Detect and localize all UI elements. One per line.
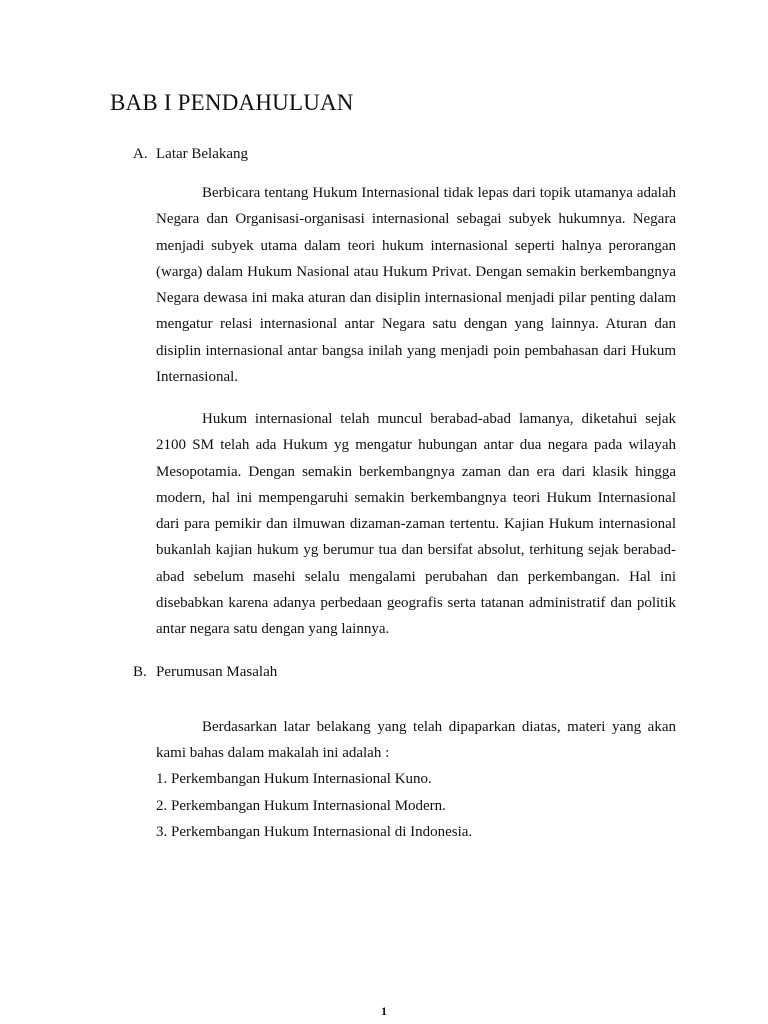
section-marker: B. [133,664,147,680]
problem-list [156,766,472,846]
list-item: 2. Perkembangan Hukum Internasional Modern. [156,797,446,814]
paragraph: Hukum internasional telah muncul berabad-abad lamanya, diketahui sejak 2100 SM telah ada Hukum yg mengatur hubungan antar dua negara pada wilayah Mesopotamia. Dengan semakin berkembangnya zaman dan era dari klasik hingga modern, hal ini mempengaruhi semakin berkembangnya teori Hukum Internasional dari para pemikir dan ilmuwan dizaman-zaman tertentu. Kajian Hukum internasional bukanlah kajian hukum yg berumur tua dan bersifat absolut, terhitung sejak berabad-abad sebelum masehi selalu mengalami perubahan dan perkembangan. Hal ini disebabkan karena adanya perbedaan geografis serta tatanan administratif dan politik antar negara satu dengan yang lainnya. [156,411,676,638]
section-title: Perumusan Masalah [156,664,278,680]
section-heading-perumusan-masalah [133,664,277,681]
section-heading-latar-belakang [133,146,248,163]
list-item: 3. Perkembangan Hukum Internasional di Indonesia. [156,824,473,840]
section-title: Latar Belakang [156,146,249,162]
list-item: 1. Perkembangan Hukum Internasional Kuno. [156,771,432,787]
chapter-title: BAB I PENDAHULUAN [110,90,354,115]
section-marker: A. [133,146,148,162]
page-number: 1 [381,1004,387,1018]
paragraph: Berdasarkan latar belakang yang telah dipaparkan diatas, materi yang akan kami bahas dalam makalah ini adalah : [156,719,676,761]
paragraph: Berbicara tentang Hukum Internasional tidak lepas dari topik utamanya adalah Negara dan Organisasi-organisasi internasional sebagai subyek hukumnya. Negara menjadi subyek utama dalam teori hukum internasional seperti halnya perorangan (warga) dalam Hukum Nasional atau Hukum Privat. Dengan semakin berkembangnya Negara dewasa ini maka aturan dan disiplin internasional menjadi pilar penting dalam mengatur relasi internasional antar Negara satu dengan yang lainnya. Aturan dan disiplin internasional antar bangsa inilah yang menjadi poin pembahasan dari Hukum Internasional. [156,185,676,386]
